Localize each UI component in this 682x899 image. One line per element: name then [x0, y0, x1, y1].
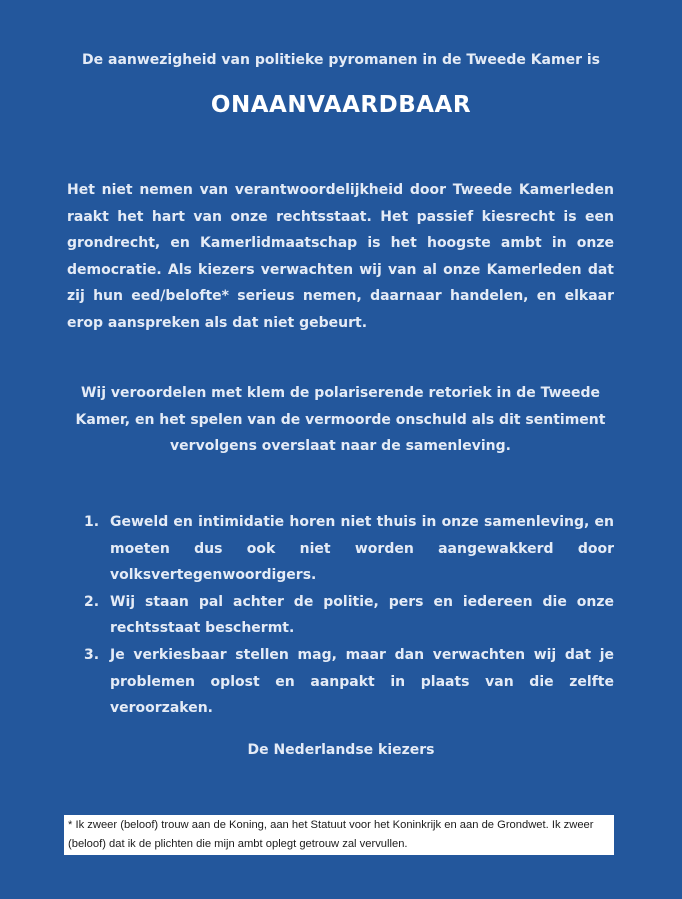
list-item-number: 3. [84, 646, 100, 663]
list-item [84, 509, 614, 589]
list-item-number: 1. [84, 514, 100, 530]
points-list [84, 509, 614, 722]
list-item [84, 642, 614, 722]
list-item-text: Wij staan pal achter de politie, pers en iedereen die onze rechtsstaat beschermt. [110, 593, 614, 637]
list-item-text: Je verkiesbaar stellen mag, maar dan verwachten wij dat je problemen oplost en aanpakt in plaats van die zelfte veroorzaken. [110, 646, 614, 717]
list-item-text: Geweld en intimidatie horen niet thuis in onze samenleving, en moeten dus ook niet worden aangewakkerd door volksvertegenwoordigers. [110, 514, 614, 584]
signature: De Nederlandse kiezers [247, 742, 435, 758]
footnote-box: * Ik zweer (beloof) trouw aan de Koning, aan het Statuut voor het Koninkrijk en aan de Grondwet. Ik zweer (beloof) dat ik de plichten die mijn ambt oplegt getrouw zal vervullen. [64, 815, 614, 855]
list-item-number: 2. [84, 593, 100, 610]
condemn-paragraph: Wij veroordelen met klem de polariserende retoriek in de Tweede Kamer, en het spelen van de vermoorde onschuld als dit sentiment vervolgens overslaat naar de samenleving. [75, 385, 606, 455]
list-item [84, 589, 614, 642]
intro-paragraph: Het niet nemen van verantwoordelijkheid door Tweede Kamerleden raakt het hart van onze rechtsstaat. Het passief kiesrecht is een grondrecht, en Kamerlidmaatschap is het hoogste ambt in onze democratie. Als kiezers verwachten wij van al onze Kamerleden dat zij hun eed/belofte* serieus nemen, daarnaar handelen, en elkaar erop aanspreken als dat niet gebeurt. [67, 182, 614, 331]
page-title: ONAANVAARDBAAR [210, 92, 472, 118]
subtitle: De aanwezigheid van politieke pyromanen in de Tweede Kamer is [82, 52, 600, 68]
